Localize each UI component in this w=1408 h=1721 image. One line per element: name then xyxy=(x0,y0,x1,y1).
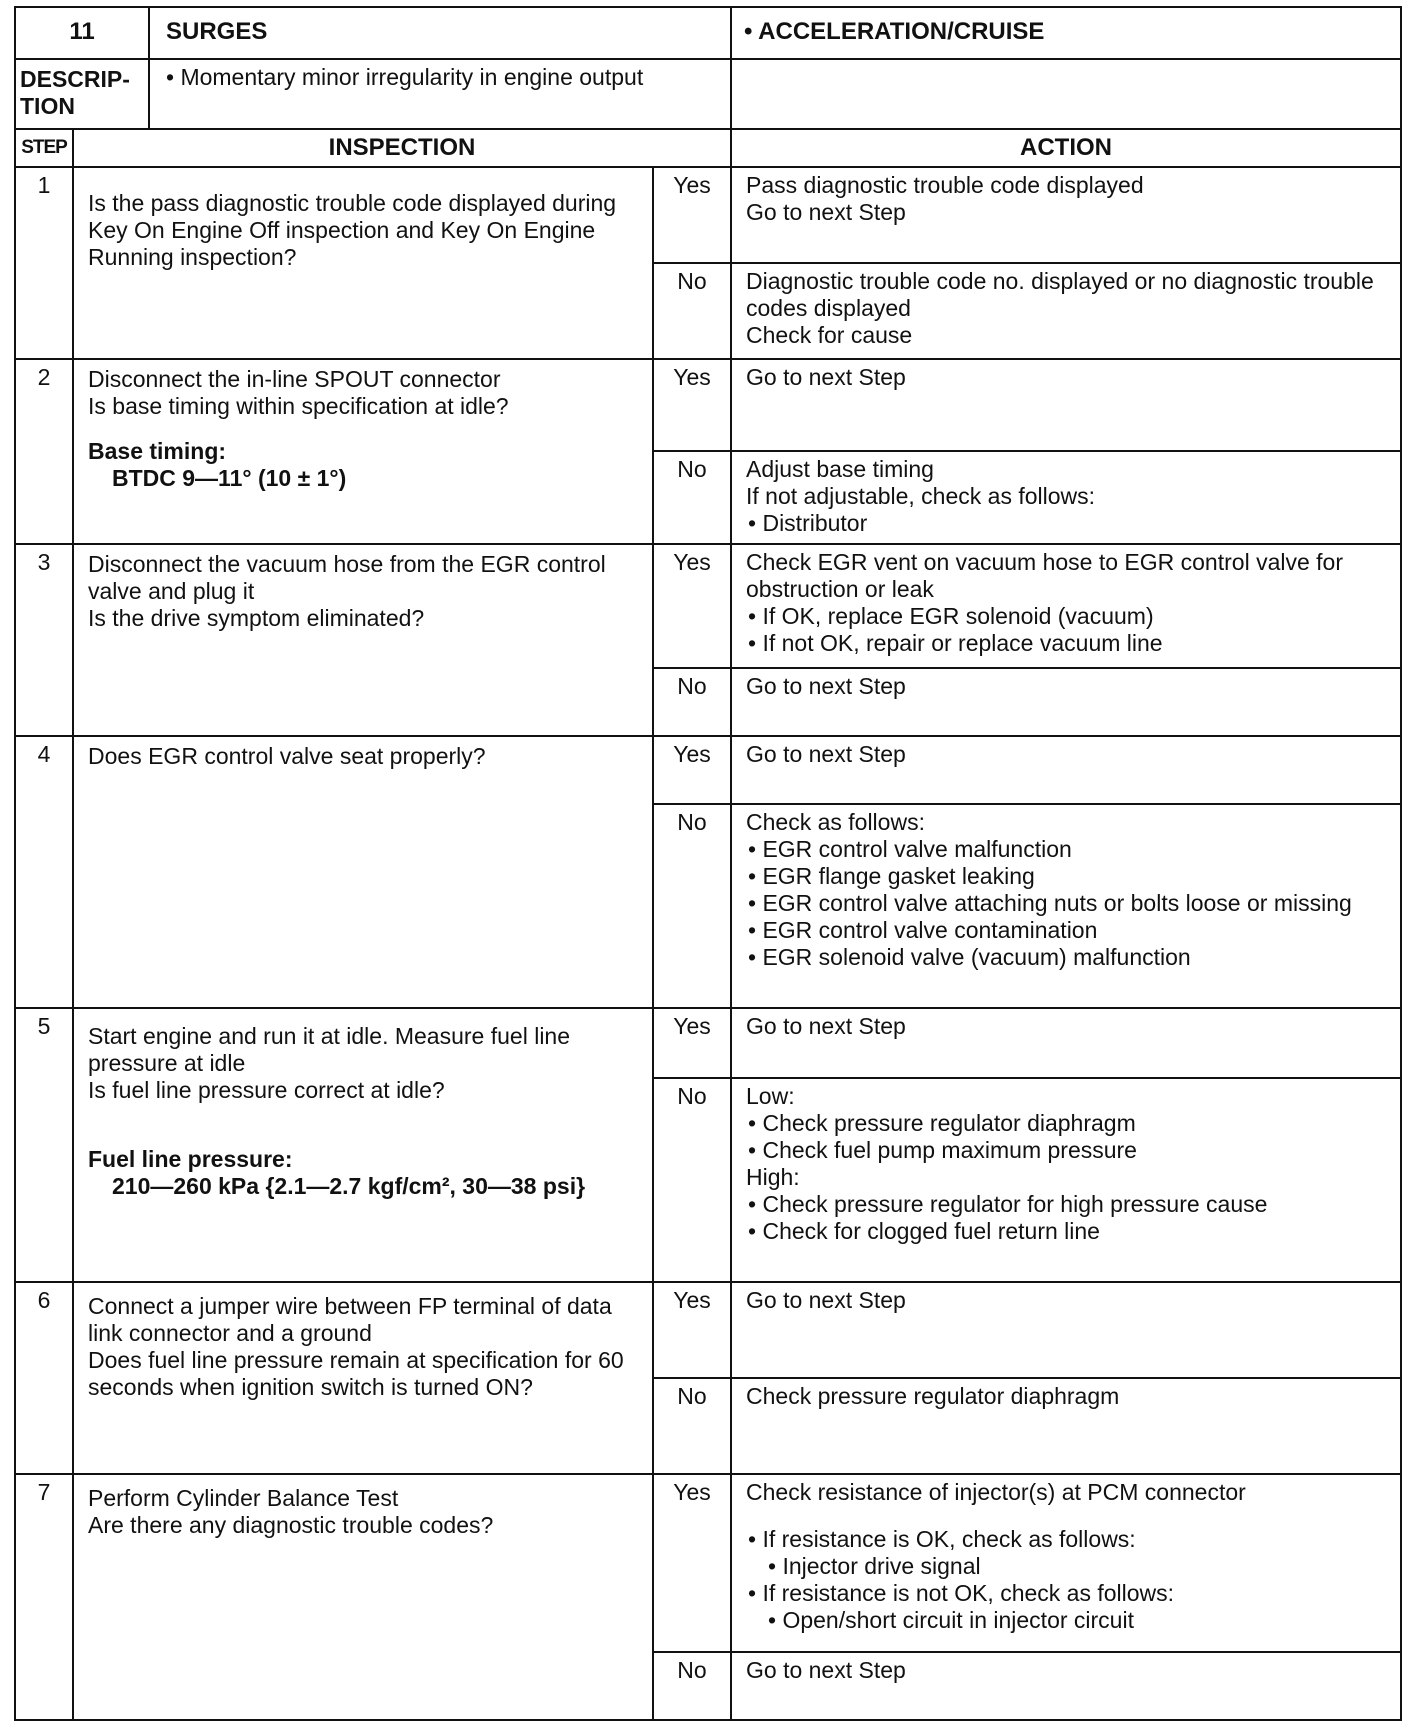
step-row xyxy=(15,1282,1401,1378)
action-line: Go to next Step xyxy=(746,1013,906,1039)
spec-value: 210—260 kPa {2.1—2.7 kgf/cm², 30—38 psi} xyxy=(112,1173,586,1199)
inspection-table xyxy=(14,128,1402,1721)
symptom-condition: • ACCELERATION/CRUISE xyxy=(731,7,1401,59)
action-line: Go to next Step xyxy=(746,364,906,390)
inspection-line: Perform Cylinder Balance Test xyxy=(88,1485,399,1511)
action-line: High: xyxy=(746,1164,800,1190)
yes-label: Yes xyxy=(653,1474,731,1652)
bullet-text: Open/short circuit in injector circuit xyxy=(782,1607,1134,1633)
inspection-line: Disconnect the in-line SPOUT connector xyxy=(88,366,501,392)
yes-action xyxy=(731,1008,1401,1078)
inspection-line: Does fuel line pressure remain at specification for 60 seconds when ignition switch is turned ON? xyxy=(88,1347,624,1400)
action-bullet: • Distributor xyxy=(748,510,868,536)
step-number: 6 xyxy=(15,1282,73,1474)
action-bullet: • Check for clogged fuel return line xyxy=(748,1218,1100,1244)
no-label: No xyxy=(653,1652,731,1720)
action-bullet: • EGR solenoid valve (vacuum) malfunction xyxy=(748,944,1191,970)
action-line: If not adjustable, check as follows: xyxy=(746,483,1096,509)
bullet-text: If resistance is not OK, check as follows: xyxy=(762,1580,1175,1606)
spec-label: Base timing: xyxy=(88,438,227,464)
no-action xyxy=(731,451,1401,544)
step-number: 7 xyxy=(15,1474,73,1720)
action-bullet: • Check fuel pump maximum pressure xyxy=(748,1137,1137,1163)
bullet-text: Check fuel pump maximum pressure xyxy=(762,1137,1137,1163)
column-header-action: ACTION xyxy=(731,129,1401,167)
symptom-title: SURGES xyxy=(149,7,731,59)
yes-label: Yes xyxy=(653,736,731,804)
bullet-text: Check for clogged fuel return line xyxy=(762,1218,1100,1244)
bullet-text: Distributor xyxy=(762,510,868,536)
no-label: No xyxy=(653,263,731,359)
action-line: Check as follows: xyxy=(746,809,925,835)
yes-action xyxy=(731,359,1401,451)
action-bullet: • EGR control valve malfunction xyxy=(748,836,1072,862)
step-number: 4 xyxy=(15,736,73,1008)
bullet-text: If resistance is OK, check as follows: xyxy=(762,1526,1136,1552)
description-label: DESCRIP-TION xyxy=(15,59,149,129)
bullet-text: Check pressure regulator for high pressure cause xyxy=(762,1191,1268,1217)
action-bullet: • Check pressure regulator diaphragm xyxy=(748,1110,1136,1136)
action-line: Go to next Step xyxy=(746,1657,906,1683)
spec-label: Fuel line pressure: xyxy=(88,1146,293,1172)
action-sub-bullet: • Open/short circuit in injector circuit xyxy=(768,1607,1134,1633)
action-bullet: • If OK, replace EGR solenoid (vacuum) xyxy=(748,603,1154,629)
no-action xyxy=(731,263,1401,359)
inspection-line: Is the pass diagnostic trouble code displayed during Key On Engine Off inspection and Key On Engine Running inspection? xyxy=(88,190,617,270)
action-line: Go to next Step xyxy=(746,741,906,767)
bullet-text: Injector drive signal xyxy=(782,1553,981,1579)
action-line: Check pressure regulator diaphragm xyxy=(746,1383,1120,1409)
yes-action xyxy=(731,1474,1401,1652)
inspection-line: Start engine and run it at idle. Measure fuel line pressure at idle xyxy=(88,1023,571,1076)
action-bullet: • EGR flange gasket leaking xyxy=(748,863,1035,889)
step-row xyxy=(15,1474,1401,1652)
description-text: • Momentary minor irregularity in engine output xyxy=(149,59,731,129)
step-row xyxy=(15,1008,1401,1078)
inspection-text xyxy=(73,167,653,359)
inspection-text xyxy=(73,1474,653,1720)
yes-label: Yes xyxy=(653,1282,731,1378)
spacer xyxy=(746,1506,1388,1526)
action-line: Check resistance of injector(s) at PCM connector xyxy=(746,1479,1246,1505)
inspection-line: Is the drive symptom eliminated? xyxy=(88,605,425,631)
no-label: No xyxy=(653,1078,731,1282)
inspection-text xyxy=(73,736,653,1008)
bullet-text: EGR control valve attaching nuts or bolts loose or missing xyxy=(762,890,1352,916)
action-bullet: • If resistance is OK, check as follows: xyxy=(748,1526,1136,1552)
no-label: No xyxy=(653,804,731,1008)
inspection-line: Connect a jumper wire between FP terminal of data link connector and a ground xyxy=(88,1293,612,1346)
description-blank xyxy=(731,59,1401,129)
action-bullet: • EGR control valve contamination xyxy=(748,917,1098,943)
action-bullet: • If not OK, repair or replace vacuum line xyxy=(748,630,1163,656)
step-number: 1 xyxy=(15,167,73,359)
bullet-text: EGR solenoid valve (vacuum) malfunction xyxy=(762,944,1191,970)
action-line: Diagnostic trouble code no. displayed or no diagnostic trouble codes displayed xyxy=(746,268,1374,321)
inspection-line: Is base timing within specification at idle? xyxy=(88,393,509,419)
step-row xyxy=(15,359,1401,451)
step-number: 2 xyxy=(15,359,73,544)
inspection-line: Is fuel line pressure correct at idle? xyxy=(88,1077,445,1103)
no-action xyxy=(731,1378,1401,1474)
step-row xyxy=(15,736,1401,804)
no-action xyxy=(731,668,1401,736)
yes-action xyxy=(731,167,1401,263)
bullet-text: If OK, replace EGR solenoid (vacuum) xyxy=(762,603,1154,629)
yes-label: Yes xyxy=(653,544,731,668)
action-line: Pass diagnostic trouble code displayed xyxy=(746,172,1144,198)
yes-action xyxy=(731,1282,1401,1378)
action-line: Check EGR vent on vacuum hose to EGR control valve for obstruction or leak xyxy=(746,549,1343,602)
column-header-step: STEP xyxy=(15,129,73,167)
bullet-text: EGR control valve contamination xyxy=(762,917,1098,943)
inspection-line: Does EGR control valve seat properly? xyxy=(88,743,486,769)
no-action xyxy=(731,1078,1401,1282)
bullet-text: EGR flange gasket leaking xyxy=(762,863,1035,889)
no-action xyxy=(731,1652,1401,1720)
yes-label: Yes xyxy=(653,167,731,263)
header-table xyxy=(14,6,1402,130)
bullet-text: If not OK, repair or replace vacuum line xyxy=(762,630,1163,656)
step-row xyxy=(15,167,1401,263)
action-line: Adjust base timing xyxy=(746,456,934,482)
no-label: No xyxy=(653,451,731,544)
action-bullet: • If resistance is not OK, check as follows: xyxy=(748,1580,1175,1606)
yes-label: Yes xyxy=(653,1008,731,1078)
action-line: Go to next Step xyxy=(746,673,906,699)
inspection-text xyxy=(73,1282,653,1474)
action-sub-bullet: • Injector drive signal xyxy=(768,1553,981,1579)
step-number: 3 xyxy=(15,544,73,736)
symptom-number: 11 xyxy=(15,7,149,59)
bullet-text: EGR control valve malfunction xyxy=(762,836,1072,862)
inspection-text xyxy=(73,1008,653,1282)
troubleshooting-sheet xyxy=(14,6,1400,1721)
bullet-text: Check pressure regulator diaphragm xyxy=(762,1110,1136,1136)
inspection-line: Disconnect the vacuum hose from the EGR control valve and plug it xyxy=(88,551,606,604)
action-line: Go to next Step xyxy=(746,1287,906,1313)
yes-action xyxy=(731,544,1401,668)
action-bullet: • EGR control valve attaching nuts or bolts loose or missing xyxy=(748,890,1352,916)
inspection-text xyxy=(73,544,653,736)
no-action xyxy=(731,804,1401,1008)
step-row xyxy=(15,544,1401,668)
yes-label: Yes xyxy=(653,359,731,451)
action-bullet: • Check pressure regulator for high pressure cause xyxy=(748,1191,1268,1217)
action-line: Go to next Step xyxy=(746,199,906,225)
action-line: Check for cause xyxy=(746,322,913,348)
inspection-line: Are there any diagnostic trouble codes? xyxy=(88,1512,494,1538)
no-label: No xyxy=(653,668,731,736)
no-label: No xyxy=(653,1378,731,1474)
step-number: 5 xyxy=(15,1008,73,1282)
action-line: Low: xyxy=(746,1083,795,1109)
inspection-text xyxy=(73,359,653,544)
spec-value: BTDC 9—11° (10 ± 1°) xyxy=(112,465,347,491)
column-header-inspection: INSPECTION xyxy=(73,129,731,167)
yes-action xyxy=(731,736,1401,804)
